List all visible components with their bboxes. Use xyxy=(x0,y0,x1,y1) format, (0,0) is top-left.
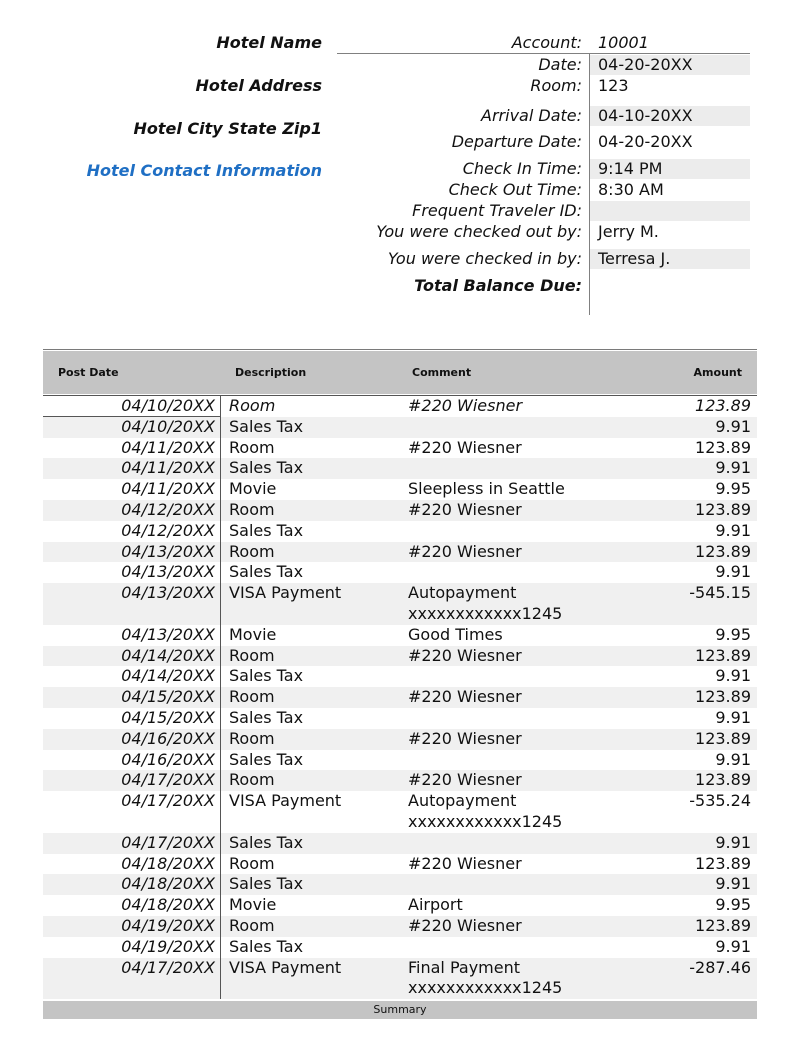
info-value: 9:14 PM xyxy=(590,159,750,179)
info-label: Account: xyxy=(511,33,582,52)
cell-post-date: 04/10/20XX xyxy=(121,416,215,436)
cell-amount: 123.89 xyxy=(695,396,751,415)
cell-description: Room xyxy=(229,396,276,415)
info-row-date xyxy=(337,55,750,75)
cell-post-date: 04/14/20XX xyxy=(121,645,215,665)
cell-description: VISA Payment xyxy=(229,791,342,811)
header-post-date: Post Date xyxy=(58,366,119,379)
cell-amount: 9.95 xyxy=(715,479,751,499)
cell-amount: -287.46 xyxy=(689,957,751,977)
cell-comment: #220 Wiesner xyxy=(408,437,522,457)
cell-amount: 123.89 xyxy=(695,915,751,935)
cell-post-date: 04/19/20XX xyxy=(121,936,215,956)
cell-comment-card: xxxxxxxxxxxx1245 xyxy=(408,603,563,623)
hotel-city-state-zip: Hotel City State Zip1 xyxy=(133,119,322,138)
cell-post-date: 04/14/20XX xyxy=(121,666,215,686)
table-row xyxy=(43,666,757,687)
table-row xyxy=(43,479,757,500)
cell-post-date: 04/17/20XX xyxy=(121,770,215,790)
table-row xyxy=(43,458,757,479)
cell-amount: 123.89 xyxy=(695,541,751,561)
table-row xyxy=(43,417,757,438)
table-row xyxy=(43,937,757,958)
cell-amount: 9.95 xyxy=(715,624,751,644)
info-row-room xyxy=(337,76,750,96)
cell-amount: 9.91 xyxy=(715,832,751,852)
cell-description: Sales Tax xyxy=(229,749,304,769)
cell-post-date: 04/13/20XX xyxy=(121,624,215,644)
cell-comment: Sleepless in Seattle xyxy=(408,479,565,499)
cell-post-date: 04/17/20XX xyxy=(121,791,215,811)
cell-amount: 9.91 xyxy=(715,936,751,956)
cell-description: Movie xyxy=(229,479,277,499)
info-label: You were checked out by: xyxy=(376,222,582,241)
cell-description: Room xyxy=(229,770,275,790)
cell-description: Room xyxy=(229,915,275,935)
cell-post-date: 04/19/20XX xyxy=(121,915,215,935)
table-row xyxy=(43,770,757,791)
cell-amount: -535.24 xyxy=(689,791,751,811)
cell-description: Sales Tax xyxy=(229,936,304,956)
cell-amount: -545.15 xyxy=(689,583,751,603)
info-label: Date: xyxy=(538,55,582,74)
cell-description: Sales Tax xyxy=(229,666,304,686)
cell-description: Sales Tax xyxy=(229,416,304,436)
cell-comment-card: xxxxxxxxxxxx1245 xyxy=(408,811,563,831)
info-label: You were checked in by: xyxy=(387,249,582,268)
cell-description: Room xyxy=(229,853,275,873)
cell-amount: 9.95 xyxy=(715,895,751,915)
cell-amount: 123.89 xyxy=(695,853,751,873)
table-row xyxy=(43,895,757,916)
cell-amount: 123.89 xyxy=(695,770,751,790)
cell-post-date: 04/11/20XX xyxy=(121,437,215,457)
table-row xyxy=(43,687,757,708)
info-row-checked-out-by xyxy=(337,222,750,242)
info-label: Arrival Date: xyxy=(481,106,582,125)
info-row-check-in-time xyxy=(337,159,750,179)
hotel-contact-link[interactable]: Hotel Contact Information xyxy=(86,161,322,180)
cell-description: Room xyxy=(229,687,275,707)
table-row xyxy=(43,791,757,833)
cell-description: VISA Payment xyxy=(229,583,342,603)
cell-description: Sales Tax xyxy=(229,458,304,478)
cell-post-date: 04/10/20XX xyxy=(121,396,215,415)
cell-comment: Final Payment xyxy=(408,957,521,977)
cell-comment: #220 Wiesner xyxy=(408,728,522,748)
table-row xyxy=(43,438,757,459)
cell-amount: 9.91 xyxy=(715,707,751,727)
cell-amount: 123.89 xyxy=(695,728,751,748)
info-value xyxy=(590,201,750,221)
cell-comment: #220 Wiesner xyxy=(408,396,523,415)
cell-amount: 9.91 xyxy=(715,666,751,686)
cell-amount: 9.91 xyxy=(715,874,751,894)
cell-post-date: 04/16/20XX xyxy=(121,749,215,769)
cell-description: Room xyxy=(229,499,275,519)
table-row xyxy=(43,646,757,667)
info-value: 04-20-20XX xyxy=(598,132,693,151)
info-row-frequent-traveler-id xyxy=(337,201,750,221)
cell-amount: 123.89 xyxy=(695,687,751,707)
summary-bar: Summary xyxy=(43,1001,757,1019)
table-row xyxy=(43,708,757,729)
cell-post-date: 04/11/20XX xyxy=(121,458,215,478)
cell-post-date: 04/13/20XX xyxy=(121,583,215,603)
cell-comment: #220 Wiesner xyxy=(408,770,522,790)
cell-description: Room xyxy=(229,541,275,561)
cell-post-date: 04/12/20XX xyxy=(121,520,215,540)
cell-amount: 9.91 xyxy=(715,520,751,540)
table-row xyxy=(43,521,757,542)
cell-post-date: 04/15/20XX xyxy=(121,707,215,727)
hotel-address: Hotel Address xyxy=(195,76,322,95)
cell-comment-card: xxxxxxxxxxxx1245 xyxy=(408,978,563,998)
cell-comment: Airport xyxy=(408,895,463,915)
info-value: 8:30 AM xyxy=(598,180,664,199)
table-row xyxy=(43,958,757,1000)
info-value: 04-10-20XX xyxy=(590,106,750,126)
cell-comment: #220 Wiesner xyxy=(408,853,522,873)
cell-post-date: 04/15/20XX xyxy=(121,687,215,707)
cell-description: Room xyxy=(229,437,275,457)
info-row-account xyxy=(337,33,750,53)
cell-comment: #220 Wiesner xyxy=(408,645,522,665)
cell-amount: 9.91 xyxy=(715,749,751,769)
cell-description: Room xyxy=(229,645,275,665)
cell-post-date: 04/17/20XX xyxy=(121,832,215,852)
table-top-rule xyxy=(43,349,757,350)
info-label: Check Out Time: xyxy=(448,180,582,199)
cell-description: VISA Payment xyxy=(229,957,342,977)
cell-comment: #220 Wiesner xyxy=(408,687,522,707)
header-description: Description xyxy=(235,366,307,379)
hotel-name: Hotel Name xyxy=(216,33,322,52)
cell-post-date: 04/13/20XX xyxy=(121,562,215,582)
info-value: Jerry M. xyxy=(598,222,659,241)
info-label: Room: xyxy=(530,76,582,95)
cell-comment: Autopayment xyxy=(408,583,517,603)
cell-description: Sales Tax xyxy=(229,520,304,540)
cell-post-date: 04/18/20XX xyxy=(121,895,215,915)
cell-description: Sales Tax xyxy=(229,707,304,727)
cell-amount: 123.89 xyxy=(695,499,751,519)
cell-post-date: 04/13/20XX xyxy=(121,541,215,561)
info-label: Total Balance Due: xyxy=(414,276,582,295)
cell-comment: #220 Wiesner xyxy=(408,499,522,519)
info-row-checked-in-by xyxy=(337,249,750,269)
info-label: Departure Date: xyxy=(451,132,582,151)
cell-description: Sales Tax xyxy=(229,874,304,894)
date-column-divider xyxy=(220,396,221,999)
table-row xyxy=(43,833,757,854)
info-value: 123 xyxy=(598,76,629,95)
cell-amount: 123.89 xyxy=(695,645,751,665)
info-label: Frequent Traveler ID: xyxy=(412,201,582,220)
cell-description: Room xyxy=(229,728,275,748)
cell-amount: 9.91 xyxy=(715,416,751,436)
table-row xyxy=(43,750,757,771)
cell-description: Sales Tax xyxy=(229,562,304,582)
table-row xyxy=(43,625,757,646)
cell-comment: #220 Wiesner xyxy=(408,541,522,561)
info-value xyxy=(590,276,750,296)
cell-description: Movie xyxy=(229,895,277,915)
cell-amount: 9.91 xyxy=(715,562,751,582)
table-row xyxy=(43,562,757,583)
info-value: 10001 xyxy=(598,33,649,52)
table-row xyxy=(43,916,757,937)
cell-amount: 9.91 xyxy=(715,458,751,478)
header-amount: Amount xyxy=(693,366,742,379)
table-row xyxy=(43,500,757,521)
table-row xyxy=(43,854,757,875)
cell-post-date: 04/11/20XX xyxy=(121,479,215,499)
table-row xyxy=(43,583,757,625)
header-comment: Comment xyxy=(412,366,472,379)
cell-post-date: 04/18/20XX xyxy=(121,853,215,873)
cell-comment: Good Times xyxy=(408,624,503,644)
cell-comment: Autopayment xyxy=(408,791,517,811)
info-value: 04-20-20XX xyxy=(590,55,750,75)
info-row-arrival-date xyxy=(337,106,750,126)
table-row xyxy=(43,542,757,563)
table-header xyxy=(43,351,757,394)
cell-post-date: 04/16/20XX xyxy=(121,728,215,748)
info-row-check-out-time xyxy=(337,180,750,200)
cell-comment: #220 Wiesner xyxy=(408,915,522,935)
table-row xyxy=(43,729,757,750)
cell-post-date: 04/12/20XX xyxy=(121,499,215,519)
cell-description: Movie xyxy=(229,624,277,644)
cell-post-date: 04/17/20XX xyxy=(121,957,215,977)
info-label: Check In Time: xyxy=(462,159,582,178)
info-row-departure-date xyxy=(337,132,750,152)
info-value: Terresa J. xyxy=(590,249,750,269)
transactions-table-body xyxy=(43,396,757,999)
table-row xyxy=(43,874,757,895)
table-row xyxy=(43,396,757,417)
cell-description: Sales Tax xyxy=(229,832,304,852)
cell-post-date: 04/18/20XX xyxy=(121,874,215,894)
header-divider xyxy=(337,53,750,54)
cell-amount: 123.89 xyxy=(695,437,751,457)
info-row-total-balance-due xyxy=(337,276,750,296)
